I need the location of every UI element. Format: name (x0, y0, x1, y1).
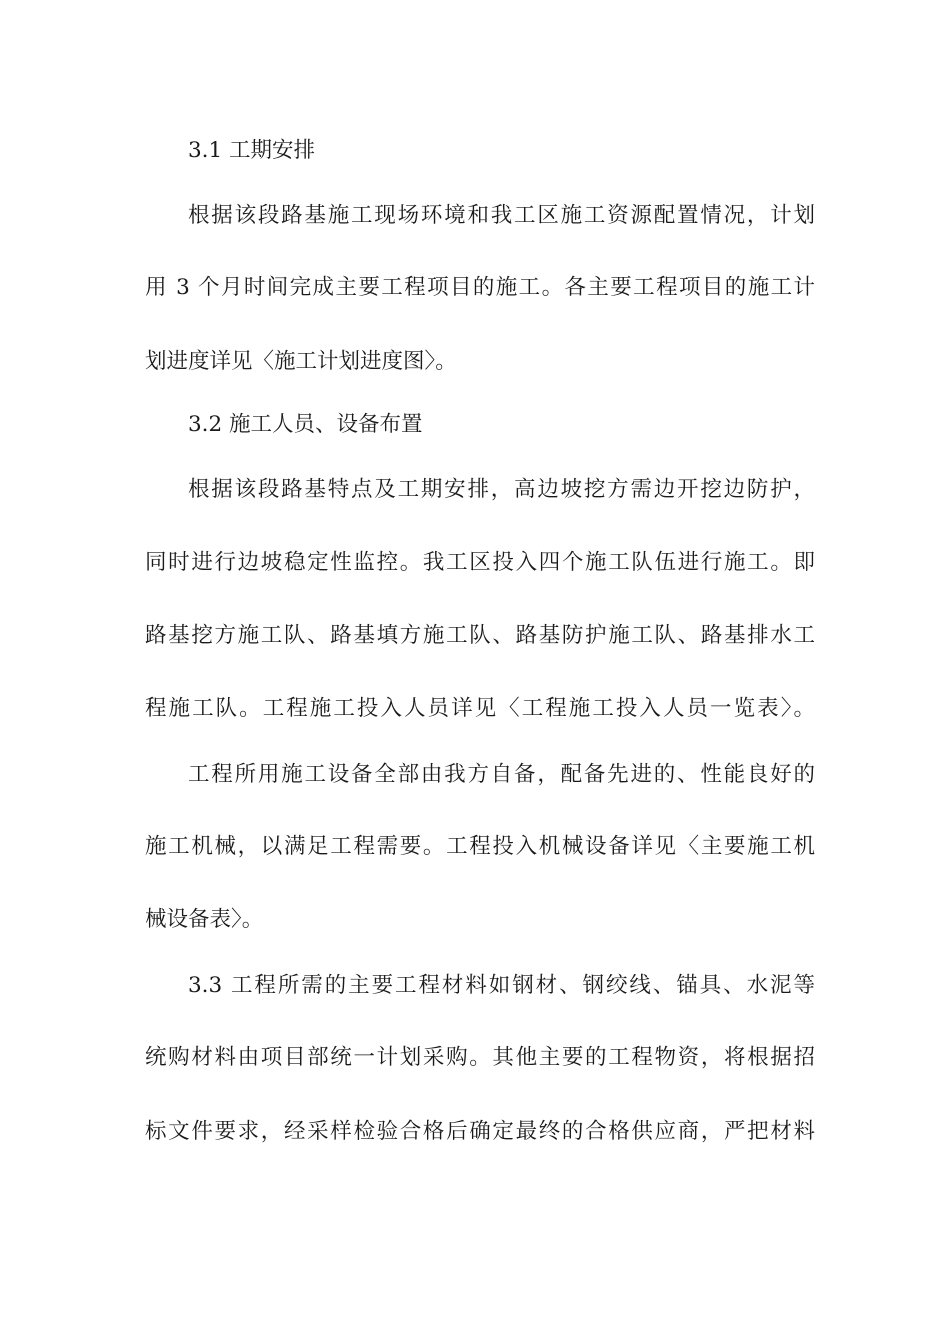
paragraph-line: 施工机械，以满足工程需要。工程投入机械设备详见〈主要施工机 (145, 834, 815, 859)
section-3-1-heading: 3.1 工期安排 (188, 138, 316, 163)
paragraph-line: 程施工队。工程施工投入人员详见〈工程施工投入人员一览表〉。 (145, 696, 815, 721)
paragraph-line: 工程所用施工设备全部由我方自备，配备先进的、性能良好的 (188, 762, 815, 787)
paragraph-line: 划进度详见〈施工计划进度图〉。 (145, 349, 457, 374)
paragraph-line: 用 3 个月时间完成主要工程项目的施工。各主要工程项目的施工计 (145, 275, 815, 300)
section-3-3-paragraph-line: 3.3 工程所需的主要工程材料如钢材、钢绞线、锚具、水泥等 (188, 973, 815, 998)
section-3-2-heading: 3.2 施工人员、设备布置 (188, 412, 423, 437)
paragraph-line: 同时进行边坡稳定性监控。我工区投入四个施工队伍进行施工。即 (145, 550, 815, 575)
paragraph-line: 统购材料由项目部统一计划采购。其他主要的工程物资，将根据招 (145, 1045, 815, 1070)
paragraph-line: 根据该段路基特点及工期安排，高边坡挖方需边开挖边防护， (188, 477, 815, 502)
paragraph-line: 标文件要求，经采样检验合格后确定最终的合格供应商，严把材料 (145, 1119, 815, 1144)
paragraph-line: 路基挖方施工队、路基填方施工队、路基防护施工队、路基排水工 (145, 623, 815, 648)
paragraph-line: 根据该段路基施工现场环境和我工区施工资源配置情况，计划 (188, 203, 815, 228)
paragraph-line: 械设备表〉。 (145, 907, 264, 932)
